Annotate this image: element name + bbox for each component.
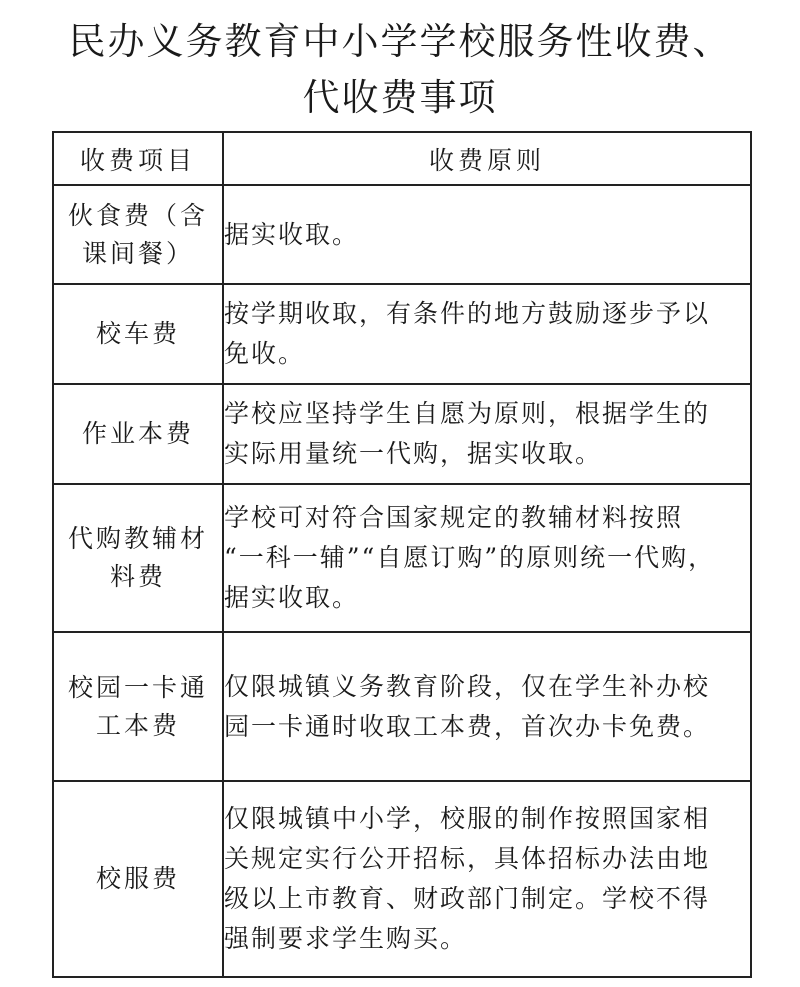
header-fee-principle: 收费原则 <box>223 132 751 185</box>
fee-item-line: 代购教辅材 <box>67 524 208 553</box>
fee-principle-line: “一科一辅”“自愿订购”的原则统一代购， <box>224 543 716 572</box>
fee-item-cell <box>53 284 223 384</box>
fee-principle-cell <box>223 284 751 384</box>
fee-principle-line: 学校应坚持学生自愿为原则，根据学生的 <box>224 399 711 428</box>
fee-principle-line: 学校可对符合国家规定的教辅材料按照 <box>224 503 684 532</box>
fee-principle-line: 按学期收取，有条件的地方鼓励逐步予以 <box>224 299 711 328</box>
header-fee-item: 收费项目 <box>53 132 223 185</box>
fee-item-cell <box>53 632 223 781</box>
fee-table <box>52 131 752 978</box>
fee-item-line: 工本费 <box>95 710 180 740</box>
fee-principle-cell <box>223 781 751 977</box>
title-line-1: 民办义务教育中小学学校服务性收费、 <box>68 20 732 63</box>
fee-item-cell <box>53 484 223 632</box>
fee-principle-line: 免收。 <box>224 339 306 368</box>
fee-principle-line: 级以上市教育、财政部门制定。学校不得 <box>224 884 711 913</box>
table-row <box>53 284 751 384</box>
fee-principle-line: 仅限城镇义务教育阶段，仅在学生补办校 <box>224 671 711 701</box>
fee-principle-line: 据实收取。 <box>224 583 360 612</box>
fee-principle-line: 实际用量统一代购，据实收取。 <box>224 439 603 468</box>
fee-principle-cell <box>223 484 751 632</box>
fee-item-line: 伙食费（含 <box>67 200 208 230</box>
table-row <box>53 484 751 632</box>
table-row <box>53 632 751 781</box>
fee-principle-line: 仅限城镇中小学，校服的制作按照国家相 <box>224 804 711 833</box>
fee-principle-cell <box>223 185 751 284</box>
fee-item-line: 校车费 <box>95 319 180 348</box>
fee-principle-line: 关规定实行公开招标，具体招标办法由地 <box>224 844 711 873</box>
fee-principle-cell <box>223 384 751 484</box>
fee-principle-cell <box>223 632 751 781</box>
document-title <box>0 14 800 126</box>
title-line-2: 代收费事项 <box>302 76 498 119</box>
fee-item-line: 校园一卡通 <box>67 672 208 702</box>
table-row <box>53 781 751 977</box>
table-header-row <box>53 132 751 185</box>
fee-item-line: 校服费 <box>95 864 180 893</box>
table-row <box>53 185 751 284</box>
fee-item-line: 作业本费 <box>81 419 194 448</box>
fee-item-cell <box>53 185 223 284</box>
fee-item-line: 课间餐） <box>81 238 194 268</box>
fee-principle-line: 强制要求学生购买。 <box>224 924 468 953</box>
fee-item-cell <box>53 781 223 977</box>
fee-principle-line: 园一卡通时收取工本费，首次办卡免费。 <box>224 711 711 741</box>
table-row <box>53 384 751 484</box>
fee-principle-line: 据实收取。 <box>224 219 360 249</box>
fee-item-line: 料费 <box>109 562 166 591</box>
fee-item-cell <box>53 384 223 484</box>
